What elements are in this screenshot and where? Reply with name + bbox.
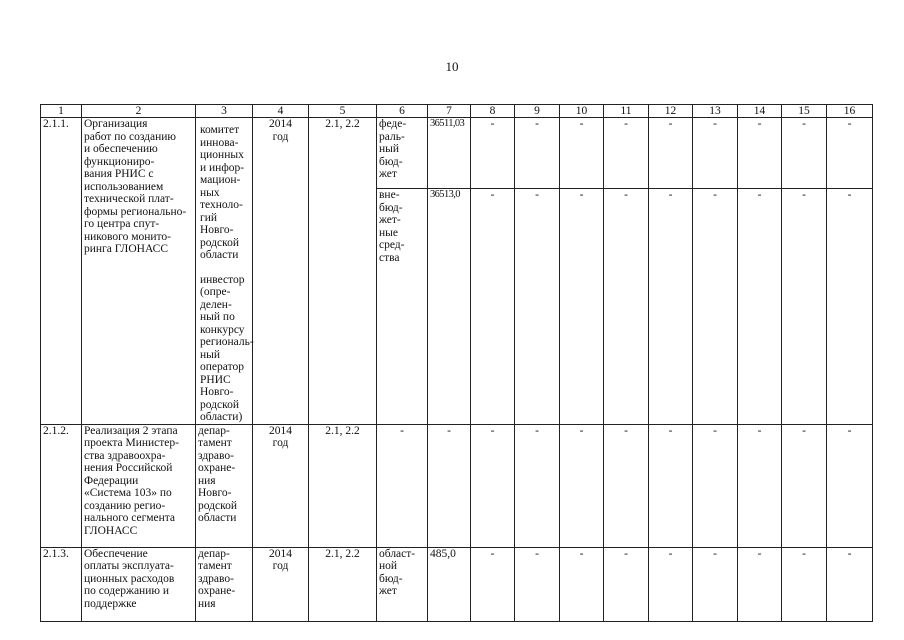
year-value: - <box>560 189 604 424</box>
year-value: - <box>604 424 649 547</box>
responsible-executor: комитет иннова- ционных и инфор- мацион- ных техноло- гий Новго- родской области <box>200 124 245 261</box>
responsible-cell <box>196 118 253 425</box>
program-measures-table <box>40 104 873 622</box>
year-value: - <box>782 547 827 621</box>
funding-source: вне- бюд- жет- ные сред- ства <box>377 189 428 424</box>
column-header: 6 <box>377 105 428 118</box>
target-indicators: 2.1, 2.2 <box>309 424 377 547</box>
column-header: 8 <box>471 105 515 118</box>
year-value: - <box>515 189 560 424</box>
column-header: 15 <box>782 105 827 118</box>
year-value: - <box>649 424 693 547</box>
measure-name: Реализация 2 этапа проекта Министер- ства здравоохра- нения Российской Федерации «Система 103» по созданию регио- нального сегмента ГЛОНАСС <box>82 424 196 547</box>
year-value: - <box>738 547 782 621</box>
funding-source: феде- раль- ный бюд- жет <box>377 118 428 189</box>
year-value: - <box>515 547 560 621</box>
column-header: 3 <box>196 105 253 118</box>
table-row <box>41 118 873 189</box>
implementation-year: 2014 год <box>253 118 309 425</box>
year-value: - <box>560 118 604 189</box>
column-header: 14 <box>738 105 782 118</box>
column-header: 10 <box>560 105 604 118</box>
year-value: - <box>827 424 873 547</box>
measure-code: 2.1.2. <box>41 424 82 547</box>
responsible-executor: депар- тамент здраво- охране- ния <box>196 547 253 621</box>
year-value: - <box>471 547 515 621</box>
responsible-executor: депар- тамент здраво- охране- ния Новго- родской области <box>196 424 253 547</box>
year-value: - <box>649 189 693 424</box>
measure-code: 2.1.1. <box>41 118 82 425</box>
year-value: - <box>693 189 738 424</box>
funding-amount: 36513,0 <box>428 189 471 424</box>
responsible-co-executor: инвестор (опре- делен- ный по конкурсу региональ- ный оператор РНИС Новго- родской области) <box>200 273 254 423</box>
year-value: - <box>604 547 649 621</box>
column-header: 4 <box>253 105 309 118</box>
table-row <box>41 424 873 547</box>
measure-name: Обеспечение оплаты эксплуата- ционных расходов по содержанию и поддержке <box>82 547 196 621</box>
page-number: 10 <box>445 59 459 74</box>
column-header: 7 <box>428 105 471 118</box>
funding-amount: 36511,03 <box>428 118 471 189</box>
year-value: - <box>782 424 827 547</box>
implementation-year: 2014 год <box>253 547 309 621</box>
year-value: - <box>649 547 693 621</box>
column-header: 16 <box>827 105 873 118</box>
year-value: - <box>515 118 560 189</box>
year-value: - <box>649 118 693 189</box>
year-value: - <box>471 189 515 424</box>
year-value: - <box>471 118 515 189</box>
year-value: - <box>604 189 649 424</box>
target-indicators: 2.1, 2.2 <box>309 547 377 621</box>
year-value: - <box>738 424 782 547</box>
year-value: - <box>782 189 827 424</box>
column-header: 11 <box>604 105 649 118</box>
column-header: 5 <box>309 105 377 118</box>
measure-code: 2.1.3. <box>41 547 82 621</box>
year-value: - <box>604 118 649 189</box>
year-value: - <box>693 547 738 621</box>
year-value: - <box>471 424 515 547</box>
target-indicators: 2.1, 2.2 <box>309 118 377 425</box>
column-header: 9 <box>515 105 560 118</box>
year-value: - <box>827 118 873 189</box>
funding-amount: - <box>428 424 471 547</box>
funding-amount: 485,0 <box>428 547 471 621</box>
funding-source: - <box>377 424 428 547</box>
year-value: - <box>515 424 560 547</box>
year-value: - <box>693 424 738 547</box>
year-value: - <box>693 118 738 189</box>
implementation-year: 2014 год <box>253 424 309 547</box>
year-value: - <box>560 547 604 621</box>
year-value: - <box>827 547 873 621</box>
year-value: - <box>782 118 827 189</box>
year-value: - <box>738 118 782 189</box>
table-row <box>41 547 873 621</box>
measure-name: Организация работ по созданию и обеспечению функциониро- вания РНИС с использованием технической плат- формы регионально- го центра спут- никового монито- ринга ГЛОНАСС <box>82 118 196 425</box>
column-header: 2 <box>82 105 196 118</box>
column-numbers-row <box>41 105 873 118</box>
year-value: - <box>560 424 604 547</box>
column-header: 12 <box>649 105 693 118</box>
column-header: 1 <box>41 105 82 118</box>
funding-source: област- ной бюд- жет <box>377 547 428 621</box>
year-value: - <box>738 189 782 424</box>
column-header: 13 <box>693 105 738 118</box>
year-value: - <box>827 189 873 424</box>
